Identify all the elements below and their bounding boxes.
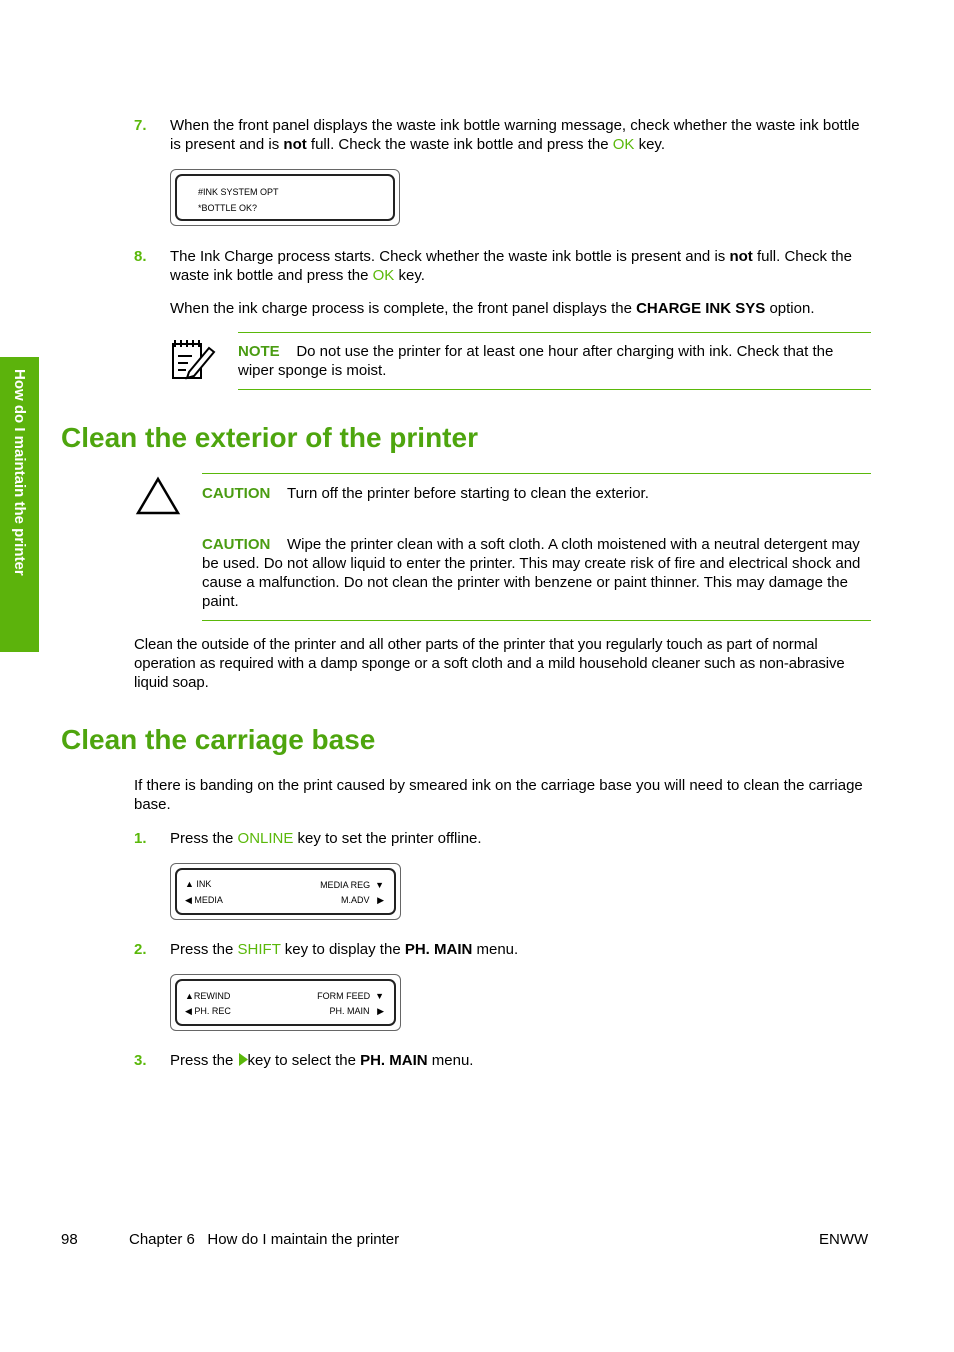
step-1-text: Press the ONLINE key to set the printer offline. bbox=[170, 830, 482, 847]
footer-chapter: Chapter 6 How do I maintain the printer bbox=[129, 1231, 400, 1248]
footer-page-number: 98 bbox=[61, 1231, 78, 1248]
chapter-side-tab bbox=[0, 357, 39, 652]
lcd-display-shift-menu bbox=[170, 974, 401, 1031]
caution-2-text: CAUTION Wipe the printer clean with a soft cloth. A cloth moistened with a neutral detergent may be used. Do not allow liquid to enter the printer. This may create risk of fire and electrical shock and cause a malfunction. Do not clean the printer with benzene or paint thinner. This may damage the paint. bbox=[202, 536, 861, 610]
step-8-text: The Ink Charge process starts. Check whether the waste ink bottle is present and is not full. Check the waste ink bottle and press the OK key. bbox=[170, 248, 852, 284]
step-8-number: 8. bbox=[134, 248, 147, 265]
step-3-number: 3. bbox=[134, 1052, 147, 1069]
lcd-br: M.ADV ▶ bbox=[341, 895, 384, 905]
lcd-line-1: #INK SYSTEM OPT bbox=[198, 187, 279, 197]
note-top-rule bbox=[238, 332, 871, 333]
caution-bottom-rule bbox=[202, 620, 871, 621]
section-title-exterior: Clean the exterior of the printer bbox=[61, 422, 478, 453]
step-2-number: 2. bbox=[134, 941, 147, 958]
step-2-text: Press the SHIFT key to display the PH. MAIN menu. bbox=[170, 941, 519, 958]
lcd-tr: MEDIA REG ▼ bbox=[320, 880, 384, 890]
section-title-carriage-base: Clean the carriage base bbox=[61, 724, 376, 755]
lcd-tl: ▲ INK bbox=[185, 879, 212, 889]
caution-top-rule bbox=[202, 473, 871, 474]
step-1-number: 1. bbox=[134, 830, 147, 847]
side-tab-label: How do I maintain the printer bbox=[11, 369, 28, 576]
step-8-paragraph: When the ink charge process is complete, the front panel displays the CHARGE INK SYS option. bbox=[170, 300, 815, 317]
lcd-bl: ◀ MEDIA bbox=[185, 895, 223, 905]
lcd-bl: ◀ PH. REC bbox=[185, 1006, 231, 1016]
exterior-body-text: Clean the outside of the printer and all other parts of the printer that you regularly touch as part of normal operation as required with a damp sponge or a soft cloth and a mild household cleaner such as non-abrasive liquid soap. bbox=[134, 636, 845, 691]
step-7-text: When the front panel displays the waste ink bottle warning message, check whether the waste ink bottle is present and is not full. Check the waste ink bottle and press the OK key. bbox=[170, 117, 860, 153]
step-7-number: 7. bbox=[134, 117, 147, 134]
lcd-tr: FORM FEED ▼ bbox=[317, 991, 384, 1001]
carriage-intro-text: If there is banding on the print caused by smeared ink on the carriage base you will need to clean the carriage base. bbox=[134, 777, 863, 813]
lcd-tl: ▲REWIND bbox=[185, 991, 231, 1001]
note-text: NOTE Do not use the printer for at least one hour after charging with ink. Check that the wiper sponge is moist. bbox=[238, 343, 834, 379]
footer-enww: ENWW bbox=[819, 1231, 869, 1248]
caution-1-text: CAUTION Turn off the printer before starting to clean the exterior. bbox=[202, 485, 649, 502]
lcd-display-online-menu bbox=[170, 863, 401, 920]
lcd-display-bottle-ok bbox=[170, 169, 400, 226]
lcd-br: PH. MAIN ▶ bbox=[329, 1006, 384, 1016]
lcd-line-2: *BOTTLE OK? bbox=[198, 203, 258, 213]
note-bottom-rule bbox=[238, 389, 871, 390]
caution-triangle-icon bbox=[135, 476, 181, 516]
note-icon bbox=[169, 336, 217, 382]
step-3-text: Press the key to select the PH. MAIN menu. bbox=[170, 1052, 474, 1069]
right-arrow-key-icon bbox=[238, 1053, 248, 1066]
